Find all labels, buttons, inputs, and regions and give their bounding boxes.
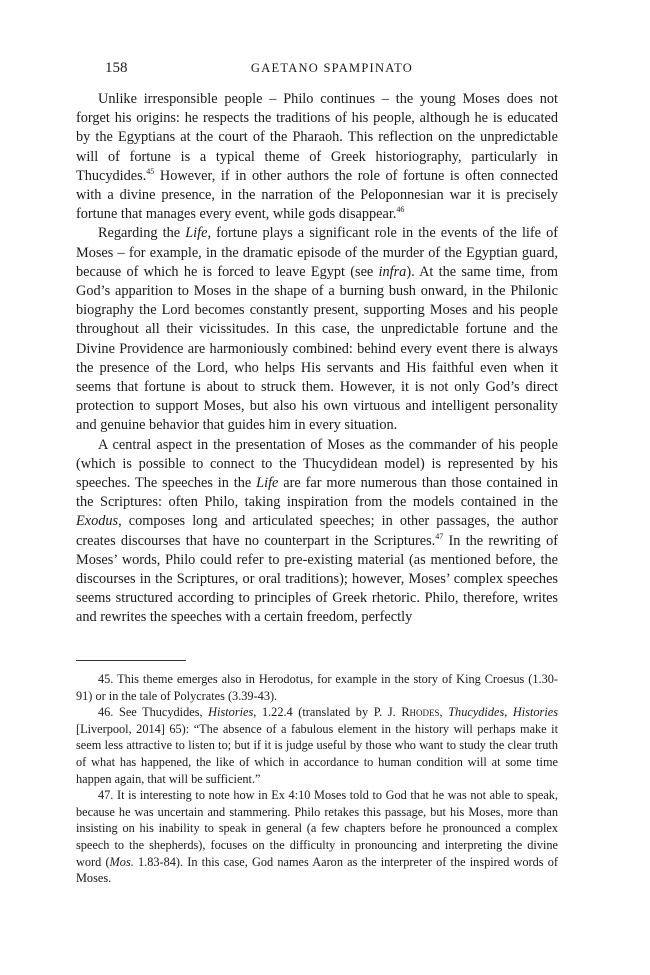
- paragraph: Unlike irresponsible people – Philo continues – the young Moses does not forget his origins: he respects the traditions of his people, although he is educated by the Egyptians at the court of the Pharaoh. This reflection on the unpredictable will of fortune is a typical theme of Greek historiography, particularly in Thucydides.$^{45}$ However, if in other authors the role of fortune is often connected with a divine presence, in the narration of the Peloponnesian war it is precisely fortune that manages every event, while gods disappear.$^{46}$: [76, 91, 558, 223]
- footnote-ref[interactable]: 47: [435, 531, 444, 541]
- footnote-number: 46.: [98, 705, 114, 720]
- italic-title: Life: [185, 225, 208, 242]
- footnote-number: 45.: [98, 672, 114, 686]
- running-head-author: GAETANO SPAMPINATO: [250, 61, 414, 75]
- footnote-ref[interactable]: 45: [146, 167, 155, 177]
- footnote-separator: [76, 660, 186, 661]
- footnote-ref[interactable]: 46: [396, 205, 405, 215]
- small-caps-name: Rhodes: [401, 705, 440, 720]
- footnote: 45. This theme emerges also in Herodotus, for example in the story of King Croesus (1.30-91) or in the tale of Polycrates (3.39-43).: [76, 672, 558, 703]
- paragraph: A central aspect in the presentation of Moses as the commander of his people (which is possible to connect to the Thucydidean model) is represented by his speeches. The speeches in the Life are far more numerous than those contained in the Scriptures: often Philo, taking inspiration from the models contained in the Exodus, composes long and articulated speeches; in other passages, the author creates discourses that have no counterpart in the Scriptures.$^{47}$ In the rewriting of Moses’ words, Philo could refer to pre-existing material (as mentioned before, the discourses in the Scriptures, or oral traditions); however, Moses’ complex speeches seems structured according to principles of Greek rhetoric. Philo, therefore, writes and rewrites the speeches with a certain freedom, perfectly: [76, 436, 558, 626]
- italic-term: infra: [378, 263, 407, 280]
- footnotes: [76, 671, 558, 887]
- footnote: 47. It is interesting to note how in Ex 4:10 Moses told to God that he was not able to speak, because he was uncertain and stammering. Philo retakes this passage, but his Moses, more than insisting on his inability to speak in general (a few chapters before he pronounced a complex speech to the shepherds), focuses on the difficulty in pronouncing and interpreting the divine word (Mos. 1.83-84). In this case, God names Aaron as the interpreter of the inspired words of Moses.: [76, 788, 558, 886]
- italic-title: Exodus: [76, 513, 119, 530]
- running-head: [105, 60, 559, 80]
- paragraph: Regarding the Life, fortune plays a significant role in the events of the life of Moses – for example, in the dramatic episode of the murder of the Egyptian guard, because of which he is forced to leave Egypt (see infra). At the same time, from God’s apparition to Moses in the shape of a burning bush onward, in the Philonic biography the Lord becomes constantly present, supporting Moses and his people throughout all their vicissitudes. In this case, the unpredictable fortune and the Divine Providence are harmoniously combined: behind every event there is always the presence of the Lord, who helps His servants and His faithful even when it seems that fortune is about to struck them. However, it is not only God’s direct protection to support Moses, but also his own virtuous and intelligent personality and genuine behavior that guides him in every situation.: [76, 225, 558, 434]
- italic-title: Life: [256, 475, 279, 492]
- footnote: 46. See Thucydides, Histories, 1.22.4 (translated by P. J. Rhodes, Thucydides, Histories [Liverpool, 2014] 65): “The absence of a fabulous element in the history will perhaps make it seem less attractive to listen to; but if it is judge useful by those who want to study the clear truth of what has happened, the like of which in accordance to human condition will at some time happen again, that will be sufficient.”: [76, 705, 558, 786]
- footnote-number: 47.: [98, 788, 114, 803]
- body-text: [76, 90, 558, 628]
- page-number: 158: [105, 60, 128, 76]
